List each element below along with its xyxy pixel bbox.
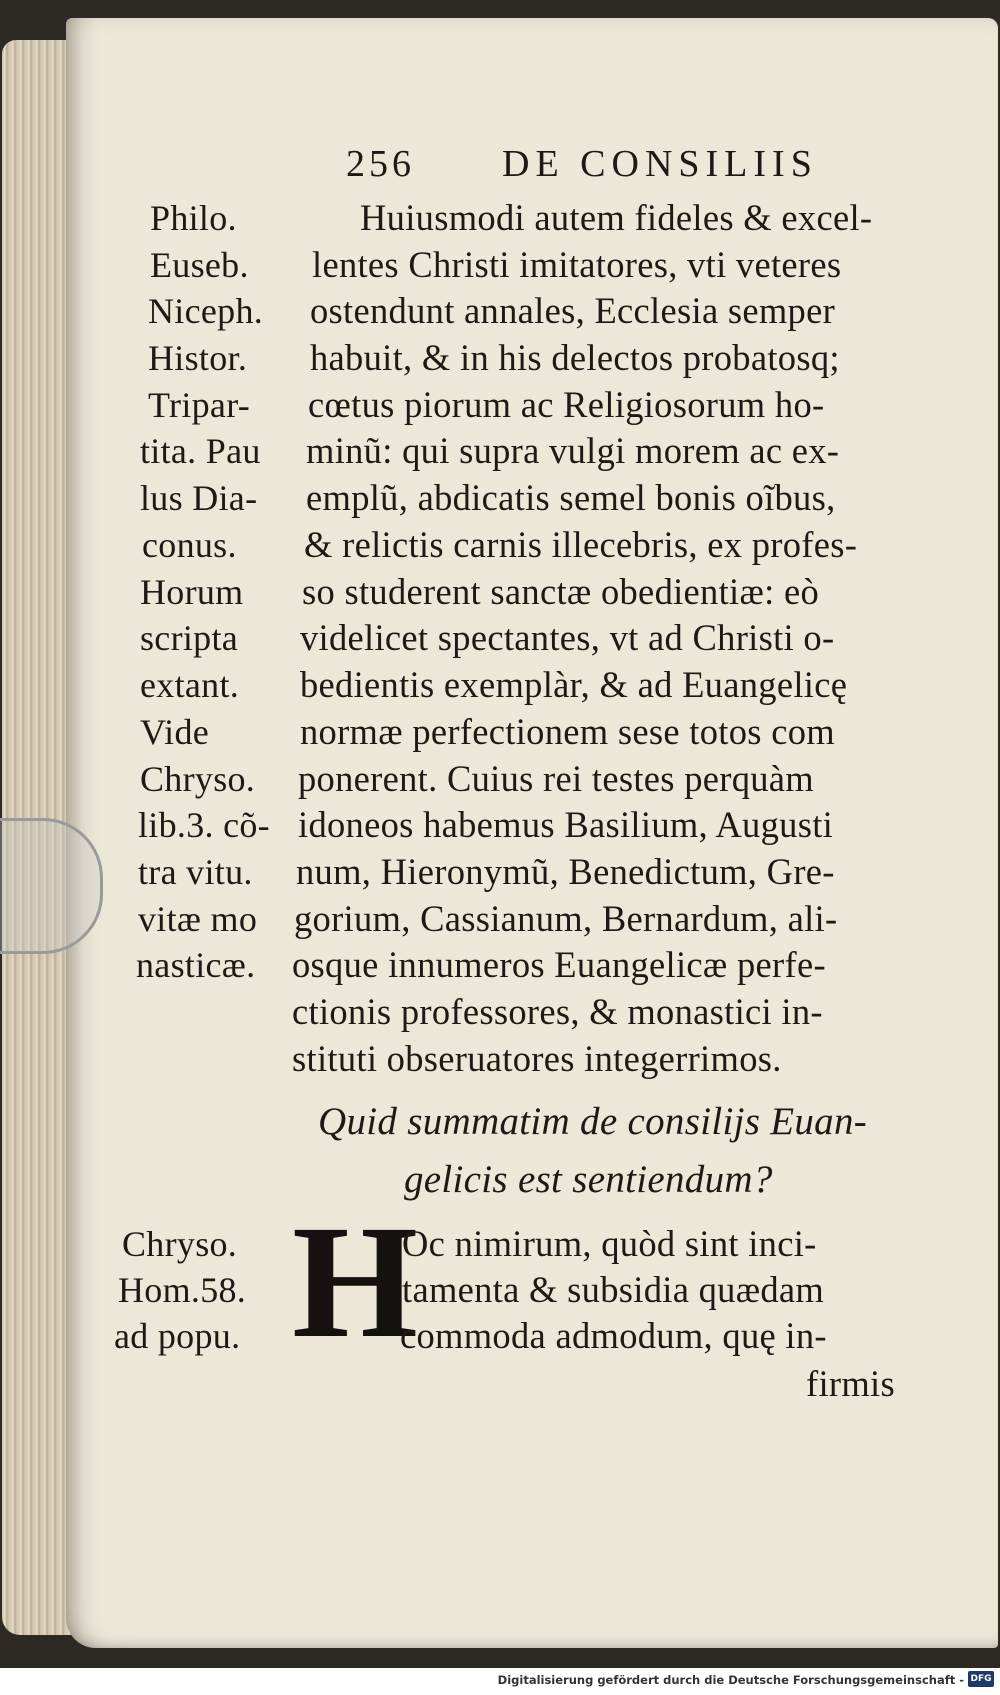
section-heading: Quid summatim de consilijs Euan- (318, 1100, 868, 1143)
section-heading: gelicis est sentiendum? (404, 1158, 773, 1201)
margin-note: conus. (142, 525, 237, 565)
margin-note: vitæ mo (138, 899, 258, 939)
margin-note: Niceph. (148, 291, 264, 331)
body-line: commoda admodum, quę in- (400, 1315, 827, 1356)
margin-note: Horum (140, 572, 244, 612)
digitization-credit: Digitalisierung gefördert durch die Deutsche Forschungsgemeinschaft - (497, 1673, 964, 1687)
body-line: videlicet spectantes, vt ad Christi o- (300, 617, 835, 658)
running-title: DE CONSILIIS (502, 143, 818, 185)
dfg-logo: DFG (968, 1671, 994, 1687)
body-line: cœtus piorum ac Religiosorum ho- (308, 384, 825, 425)
body-line: & relictis carnis illecebris, ex profes- (304, 524, 858, 565)
body-line: minũ: qui supra vulgi morem ac ex- (306, 430, 840, 471)
page-number: 256 (346, 143, 415, 185)
body-line: normæ perfectionem sese totos com (300, 711, 835, 752)
margin-note: tra vitu. (138, 852, 253, 892)
body-line: emplũ, abdicatis semel bonis oĩbus, (306, 477, 836, 518)
body-line: ctionis professores, & monastici in- (292, 991, 823, 1032)
margin-note: extant. (140, 665, 240, 705)
bookmark-ribbon (0, 818, 103, 954)
margin-note: nasticæ. (136, 945, 256, 985)
margin-note: Euseb. (150, 245, 249, 285)
margin-note: Hom.58. (118, 1270, 247, 1310)
margin-note: tita. Pau (140, 431, 261, 471)
margin-note: Chryso. (122, 1224, 238, 1264)
body-line: tamenta & subsidia quædam (402, 1269, 825, 1310)
body-line: gorium, Cassianum, Bernardum, ali- (294, 898, 838, 939)
body-line: stituti obseruatores integerrimos. (292, 1038, 782, 1079)
margin-note: lus Dia- (140, 478, 258, 518)
body-line: Huiusmodi autem fideles & excel- (360, 197, 873, 238)
body-line: idoneos habemus Basilium, Augusti (298, 804, 834, 845)
body-line: lentes Christi imitatores, vti veteres (312, 244, 842, 285)
margin-note: ad popu. (114, 1316, 241, 1356)
margin-note: lib.3. cõ- (138, 805, 270, 845)
margin-note: Chryso. (140, 759, 256, 799)
body-line: Oc nimirum, quòd sint inci- (402, 1223, 817, 1264)
margin-note: Philo. (150, 198, 237, 238)
body-line: so studerent sanctæ obedientiæ: eò (302, 571, 820, 612)
drop-cap-initial: H (292, 1193, 419, 1372)
body-line: habuit, & in his delectos probatosq; (310, 337, 840, 378)
body-line: num, Hieronymũ, Benedictum, Gre- (296, 851, 835, 892)
body-line: osque innumeros Euangelicæ perfe- (292, 944, 826, 985)
margin-note: scripta (140, 618, 239, 658)
body-line: bedientis exemplàr, & ad Euangelicę (300, 664, 848, 705)
body-line: ostendunt annales, Ecclesia semper (310, 290, 836, 331)
margin-note: Histor. (148, 338, 248, 378)
body-line: ponerent. Cuius rei testes perquàm (298, 758, 814, 799)
margin-note: Vide (140, 712, 210, 752)
catchword: firmis (806, 1363, 895, 1404)
margin-note: Tripar- (148, 385, 251, 425)
